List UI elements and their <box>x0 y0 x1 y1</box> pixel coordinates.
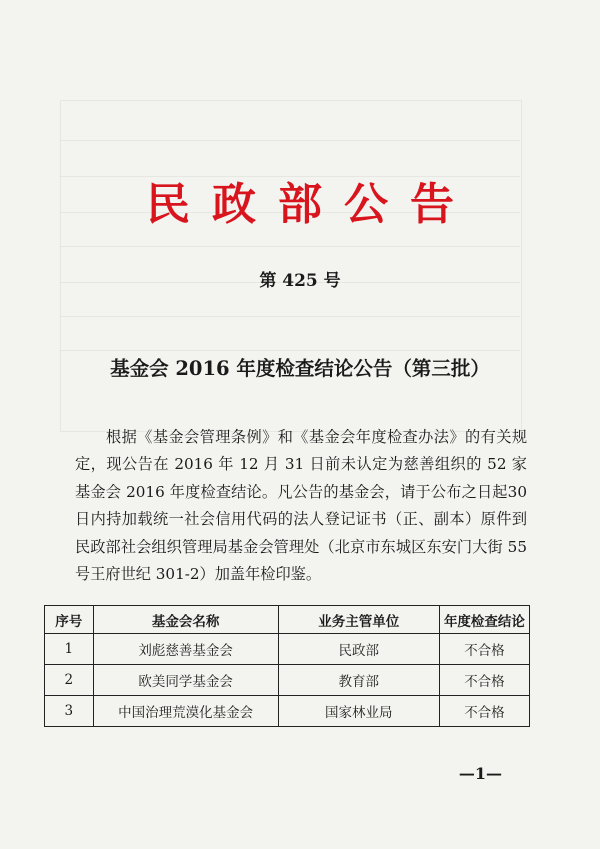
row-name: 刘彪慈善基金会 <box>93 634 278 665</box>
header-result: 年度检查结论 <box>439 606 529 634</box>
row-name: 中国治理荒漠化基金会 <box>93 696 278 727</box>
show-through-line <box>60 316 520 317</box>
table-row <box>45 634 530 665</box>
row-unit: 国家林业局 <box>278 696 439 727</box>
row-no: 3 <box>45 696 94 727</box>
row-no: 1 <box>45 634 94 665</box>
page-number: —1— <box>458 764 502 783</box>
table-row <box>45 665 530 696</box>
table-header-row <box>45 606 530 634</box>
show-through-line <box>60 246 520 247</box>
notice-body: 根据《基金会管理条例》和《基金会年度检查办法》的有关规定，现公告在 2016 年 12 月 31 日前未认定为慈善组织的 52 家基金会 2016 年度检查结论。凡公告的基金会，请于公布之日起30 日内持加载统一社会信用代码的法人登记证书（正、副本）原件到民政部社会组织管理局基金会管理处（北京市东城区东安门大街 55 号王府世纪 301-2）加盖年检印鉴。 <box>75 428 527 584</box>
header-no: 序号 <box>45 606 94 634</box>
notice-title: 民政部公告 <box>146 179 476 230</box>
row-result: 不合格 <box>439 665 529 696</box>
notice-number: 第 425 号 <box>259 271 341 291</box>
header-name: 基金会名称 <box>93 606 278 634</box>
row-result: 不合格 <box>439 634 529 665</box>
table-row <box>45 696 530 727</box>
notice-heading: 基金会 2016 年度检查结论公告（第三批） <box>110 357 490 380</box>
foundation-table <box>44 605 530 727</box>
row-unit: 教育部 <box>278 665 439 696</box>
row-unit: 民政部 <box>278 634 439 665</box>
row-name: 欧美同学基金会 <box>93 665 278 696</box>
row-no: 2 <box>45 665 94 696</box>
header-unit: 业务主管单位 <box>278 606 439 634</box>
row-result: 不合格 <box>439 696 529 727</box>
show-through-line <box>60 350 520 351</box>
show-through-line <box>60 140 520 141</box>
